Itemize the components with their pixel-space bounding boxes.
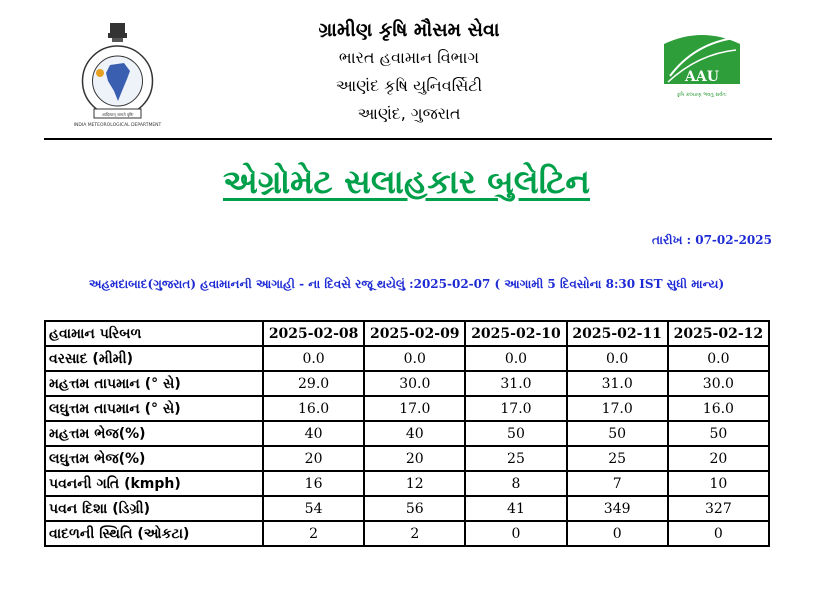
table-cell: 16.0 [263,396,364,421]
weather-forecast-table [44,320,770,547]
date-column-header: 2025-02-09 [364,321,465,346]
aau-logo [664,34,740,102]
param-label: લઘુત્તમ તાપમાન (° સે) [45,396,263,421]
svg-text:INDIA METEOROLOGICAL DEPARTMEN: INDIA METEOROLOGICAL DEPARTMENT [73,123,162,128]
table-cell: 40 [263,421,364,446]
date-column-header: 2025-02-12 [668,321,769,346]
table-cell: 40 [364,421,465,446]
table-header-row [45,321,769,346]
header-line-2: ભારત હવામાન વિભાગ [338,48,480,67]
forecast-description: અહમદાબાદ(ગુજરાત) હવામાનની આગાહી - ના દિવસે રજૂ થયેલું :2025-02-07 ( આગામી 5 દિવસોના 8:30 IST સુધી માન્ય) [88,277,725,291]
table-row [45,371,769,396]
svg-text:કૃષિ કલ્યાણ ભવતુ સર્વતઃ: કૃષિ કલ્યાણ ભવતુ સર્વતઃ [676,92,728,98]
table-cell: 17.0 [567,396,668,421]
param-column-header: હવામાન પરિબળ [45,321,263,346]
table-row [45,521,769,546]
table-cell: 12 [364,471,465,496]
table-cell: 17.0 [364,396,465,421]
table-cell: 16.0 [668,396,769,421]
param-label: વરસાદ (મીમી) [45,346,263,371]
bulletin-title: એગ્રોમેટ સલાહકાર બુલેટિન [222,162,590,201]
table-cell: 20 [668,446,769,471]
table-cell: 349 [567,496,668,521]
header [44,8,772,140]
table-cell: 31.0 [465,371,566,396]
table-cell: 8 [465,471,566,496]
table-cell: 31.0 [567,371,668,396]
table-cell: 17.0 [465,396,566,421]
table-cell: 50 [465,421,566,446]
table-cell: 20 [263,446,364,471]
table-cell: 0 [465,521,566,546]
table-cell: 2 [364,521,465,546]
table-row [45,396,769,421]
table-cell: 0.0 [263,346,364,371]
table-cell: 10 [668,471,769,496]
param-label: પવનની ગતિ (kmph) [45,471,263,496]
header-title: ગ્રામીણ કૃષિ મૌસમ સેવા [318,19,500,41]
table-cell: 30.0 [668,371,769,396]
table-cell: 25 [465,446,566,471]
date-column-header: 2025-02-08 [263,321,364,346]
param-label: મહત્તમ તાપમાન (° સે) [45,371,263,396]
svg-text:AAU: AAU [685,69,719,85]
table-cell: 50 [567,421,668,446]
table-cell: 25 [567,446,668,471]
table-row [45,496,769,521]
table-cell: 2 [263,521,364,546]
table-cell: 54 [263,496,364,521]
table-cell: 30.0 [364,371,465,396]
svg-text:आदित्यात् जायते वृष्टिः: आदित्यात् जायते वृष्टिः [101,112,134,117]
table-row [45,346,769,371]
header-line-3: આણંદ કૃષિ યુનિવર્સિટી [335,76,483,95]
table-cell: 0 [668,521,769,546]
table-cell: 50 [668,421,769,446]
header-line-4: આણંદ, ગુજરાત [357,104,461,123]
table-cell: 56 [364,496,465,521]
table-cell: 327 [668,496,769,521]
table-cell: 0.0 [364,346,465,371]
table-row [45,471,769,496]
param-label: પવન દિશા (ડિગ્રી) [45,496,263,521]
imd-emblem-logo [73,21,162,131]
header-titles [194,16,624,128]
date-column-header: 2025-02-10 [465,321,566,346]
table-cell: 20 [364,446,465,471]
table-cell: 0.0 [668,346,769,371]
param-label: મહત્તમ ભેજ(%) [45,421,263,446]
table-cell: 41 [465,496,566,521]
table-cell: 29.0 [263,371,364,396]
table-cell: 0 [567,521,668,546]
date-column-header: 2025-02-11 [567,321,668,346]
param-label: લઘુત્તમ ભેજ(%) [45,446,263,471]
table-cell: 0.0 [567,346,668,371]
bulletin-date: તારીખ : 07-02-2025 [652,233,772,247]
table-cell: 7 [567,471,668,496]
table-row [45,446,769,471]
table-cell: 0.0 [465,346,566,371]
table-cell: 16 [263,471,364,496]
param-label: વાદળની સ્થિતિ (ઓકટા) [45,521,263,546]
table-row [45,421,769,446]
